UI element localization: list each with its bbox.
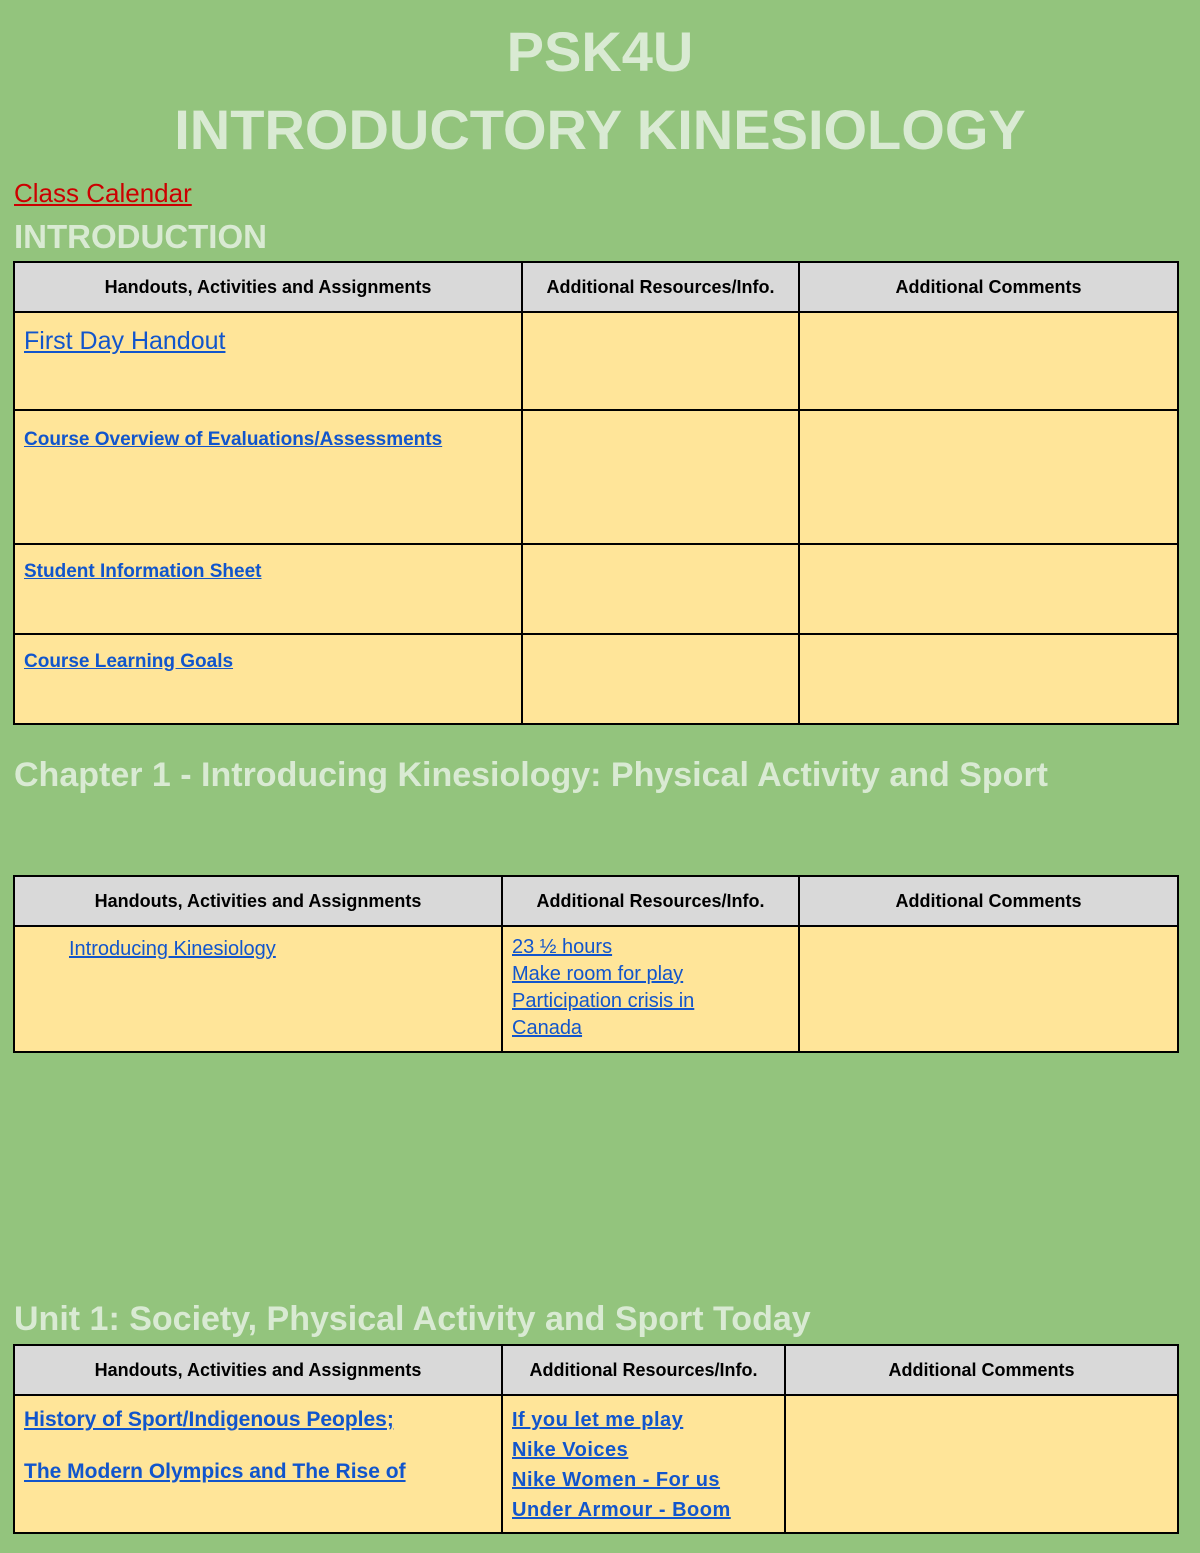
handout-cell <box>14 634 522 724</box>
resource-link[interactable]: Nike Women - For us <box>512 1469 721 1491</box>
handout-cell <box>14 1395 502 1533</box>
col-header-handouts: Handouts, Activities and Assignments <box>14 876 502 926</box>
modern-olympics-link[interactable]: The Modern Olympics and The Rise of <box>24 1460 406 1483</box>
col-header-comments: Additional Comments <box>799 262 1178 312</box>
resource-link[interactable]: Nike Voices <box>512 1439 629 1461</box>
unit1-table <box>13 1344 1179 1534</box>
resource-link[interactable]: If you let me play <box>512 1409 684 1431</box>
table-row <box>14 410 1178 544</box>
col-header-handouts: Handouts, Activities and Assignments <box>14 262 522 312</box>
comments-cell <box>799 634 1178 724</box>
introducing-kinesiology-link[interactable]: Introducing Kinesiology <box>69 938 276 960</box>
chapter1-header-row <box>14 876 1178 926</box>
comments-cell <box>785 1395 1178 1533</box>
resource-link[interactable]: Make room for play <box>512 963 684 985</box>
resources-cell <box>502 926 799 1052</box>
comments-cell <box>799 312 1178 410</box>
resource-link[interactable]: 23 ½ hours <box>512 936 613 958</box>
table-row <box>14 926 1178 1052</box>
intro-header-row <box>14 262 1178 312</box>
col-header-comments: Additional Comments <box>799 876 1178 926</box>
resources-cell <box>502 1395 785 1533</box>
col-header-resources: Additional Resources/Info. <box>502 1345 785 1395</box>
table-row <box>14 544 1178 634</box>
resource-link[interactable]: Under Armour - Boom <box>512 1499 731 1521</box>
resource-link[interactable]: Canada <box>512 1017 583 1039</box>
course-overview-link[interactable]: Course Overview of Evaluations/Assessments <box>24 429 443 450</box>
col-header-resources: Additional Resources/Info. <box>502 876 799 926</box>
resources-cell <box>522 544 799 634</box>
student-info-sheet-link[interactable]: Student Information Sheet <box>24 561 262 582</box>
handout-cell <box>14 544 522 634</box>
course-title: INTRODUCTORY KINESIOLOGY <box>174 98 1026 161</box>
history-of-sport-link[interactable]: History of Sport/Indigenous Peoples; <box>24 1408 394 1431</box>
chapter1-heading: Chapter 1 - Introducing Kinesiology: Physical Activity and Sport <box>14 756 1048 794</box>
comments-cell <box>799 926 1178 1052</box>
course-code: PSK4U <box>506 20 694 83</box>
comments-cell <box>799 410 1178 544</box>
col-header-comments: Additional Comments <box>785 1345 1178 1395</box>
table-row <box>14 312 1178 410</box>
handout-cell <box>14 410 522 544</box>
resources-cell <box>522 312 799 410</box>
first-day-handout-link[interactable]: First Day Handout <box>24 327 226 355</box>
col-header-handouts: Handouts, Activities and Assignments <box>14 1345 502 1395</box>
intro-table <box>13 261 1179 725</box>
handout-cell <box>14 926 502 1052</box>
resource-link[interactable]: Participation crisis in <box>512 990 695 1012</box>
comments-cell <box>799 544 1178 634</box>
chapter1-table <box>13 875 1179 1053</box>
course-learning-goals-link[interactable]: Course Learning Goals <box>24 651 234 672</box>
table-row <box>14 1395 1178 1533</box>
unit1-heading: Unit 1: Society, Physical Activity and Sport Today <box>14 1300 811 1338</box>
unit1-header-row <box>14 1345 1178 1395</box>
class-calendar-link[interactable]: Class Calendar <box>14 178 192 208</box>
col-header-resources: Additional Resources/Info. <box>522 262 799 312</box>
table-row <box>14 634 1178 724</box>
intro-heading: INTRODUCTION <box>14 218 267 255</box>
resources-cell <box>522 634 799 724</box>
handout-cell <box>14 312 522 410</box>
resources-cell <box>522 410 799 544</box>
